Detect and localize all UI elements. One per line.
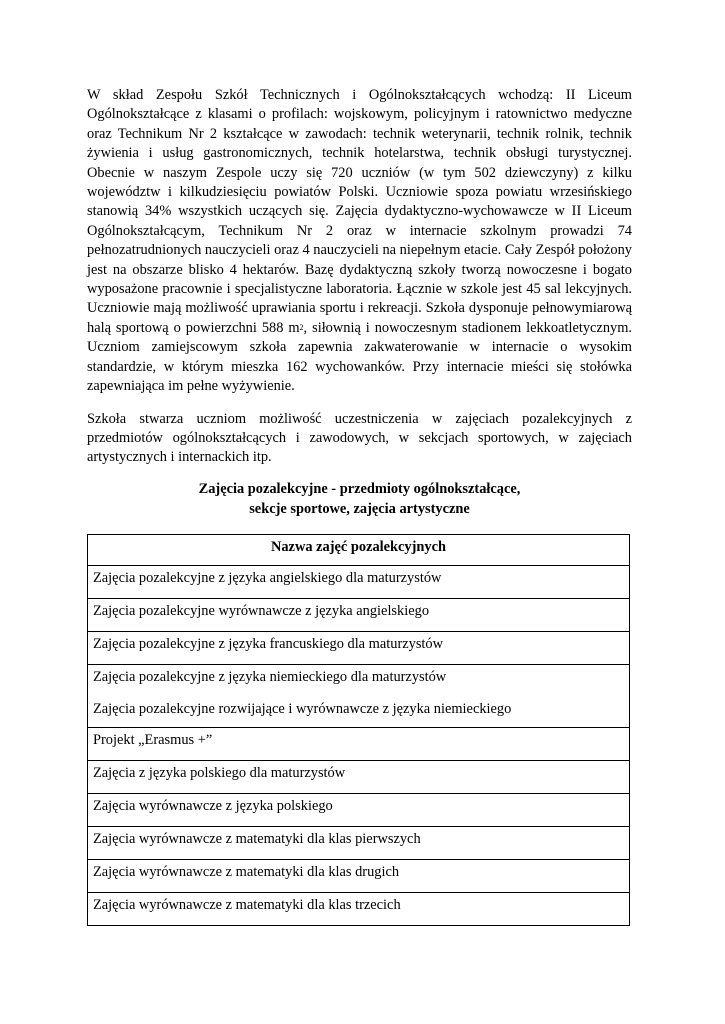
intro-text-part-2: , siłownią i nowoczesnym stadionem lekkoatletycznym. Uczniom zamiejscowym szkoła zapewnia zakwaterowanie w internacie o wysokim standardzie, w którym mieszka 162 wychowanków. Przy internacie mieści się stołówka zapewniająca im pełne wyżywienie.	[87, 319, 632, 395]
table-cell: Zajęcia wyrównawcze z matematyki dla klas pierwszych	[88, 826, 630, 859]
table-cell-line: Zajęcia pozalekcyjne z języka niemieckiego dla maturzystów	[93, 668, 447, 685]
activities-table	[87, 534, 630, 926]
intro-text-part-1: W skład Zespołu Szkół Technicznych i Ogólnokształcących wchodzą: II Liceum Ogólnokształcące z klasami o profilach: wojskowym, policyjnym i ratownictwo medyczne oraz Technikum Nr 2 kształcące w zawodach: technik weterynarii, technik rolnik, technik żywienia i usług gastronomicznych, technik hotelarstwa, technik obsługi turystycznej. Obecnie w naszym Zespole uczy się 720 uczniów (w tym 502 dziewczyny) z kilku województw i kilkudziesięciu powiatów Polski. Uczniowie spoza powiatu wrzesińskiego stanowią 34% wszystkich uczących się. Zajęcia dydaktyczno-wychowawcze w II Liceum Ogólnokształcącym, Technikum Nr 2 oraz w internacie szkolnym prowadzi 74 pełnozatrudnionych nauczycieli oraz 4 nauczycieli na niepełnym etacie. Cały Zespół położony jest na obszarze blisko 4 hektarów. Bazę dydaktyczną szkoły tworzą nowoczesne i bogato wyposażone pracownie i specjalistyczne laboratoria. Łącznie w szkole jest 45 sal lekcyjnych. Uczniowie mają możliwość uprawiania sportu i rekreacji. Szkoła dysponuje pełnowymiarową halą sportową o powierzchni 588 m	[87, 87, 632, 336]
table-row	[88, 631, 630, 664]
table-cell: Zajęcia wyrównawcze z matematyki dla klas drugich	[88, 859, 630, 892]
table-header-row	[88, 534, 630, 565]
table-header-cell: Nazwa zajęć pozalekcyjnych	[88, 534, 630, 565]
document-page	[87, 86, 632, 926]
table-row	[88, 859, 630, 892]
table-cell: Zajęcia pozalekcyjne z języka angielskiego dla maturzystów	[88, 565, 630, 598]
section-heading-line-1: Zajęcia pozalekcyjne - przedmioty ogólnokształcące,	[198, 480, 521, 497]
table-cell-double	[88, 664, 630, 727]
table-cell: Zajęcia z języka polskiego dla maturzystów	[88, 760, 630, 793]
table-cell-line: Zajęcia pozalekcyjne rozwijające i wyrównawcze z języka niemieckiego	[93, 700, 512, 717]
table-row	[88, 826, 630, 859]
superscript-2: 2	[299, 322, 304, 332]
table-row	[88, 664, 630, 727]
table-cell: Zajęcia wyrównawcze z języka polskiego	[88, 793, 630, 826]
activities-paragraph: Szkoła stwarza uczniom możliwość uczestniczenia w zajęciach pozalekcyjnych z przedmiotów ogólnokształcących i zawodowych, w sekcjach sportowych, w zajęciach artystycznych i internackich itp.	[87, 410, 632, 466]
section-heading-line-2: sekcje sportowe, zajęcia artystyczne	[249, 500, 470, 517]
table-row	[88, 598, 630, 631]
table-cell: Zajęcia pozalekcyjne wyrównawcze z języka angielskiego	[88, 598, 630, 631]
section-heading	[87, 479, 632, 519]
table-cell: Projekt „Erasmus +”	[88, 727, 630, 760]
table-cell: Zajęcia wyrównawcze z matematyki dla klas trzecich	[88, 892, 630, 925]
table-row	[88, 565, 630, 598]
table-row	[88, 793, 630, 826]
table-row	[88, 892, 630, 925]
table-row	[88, 760, 630, 793]
table-cell: Zajęcia pozalekcyjne z języka francuskiego dla maturzystów	[88, 631, 630, 664]
intro-paragraph	[87, 86, 632, 397]
table-row	[88, 727, 630, 760]
